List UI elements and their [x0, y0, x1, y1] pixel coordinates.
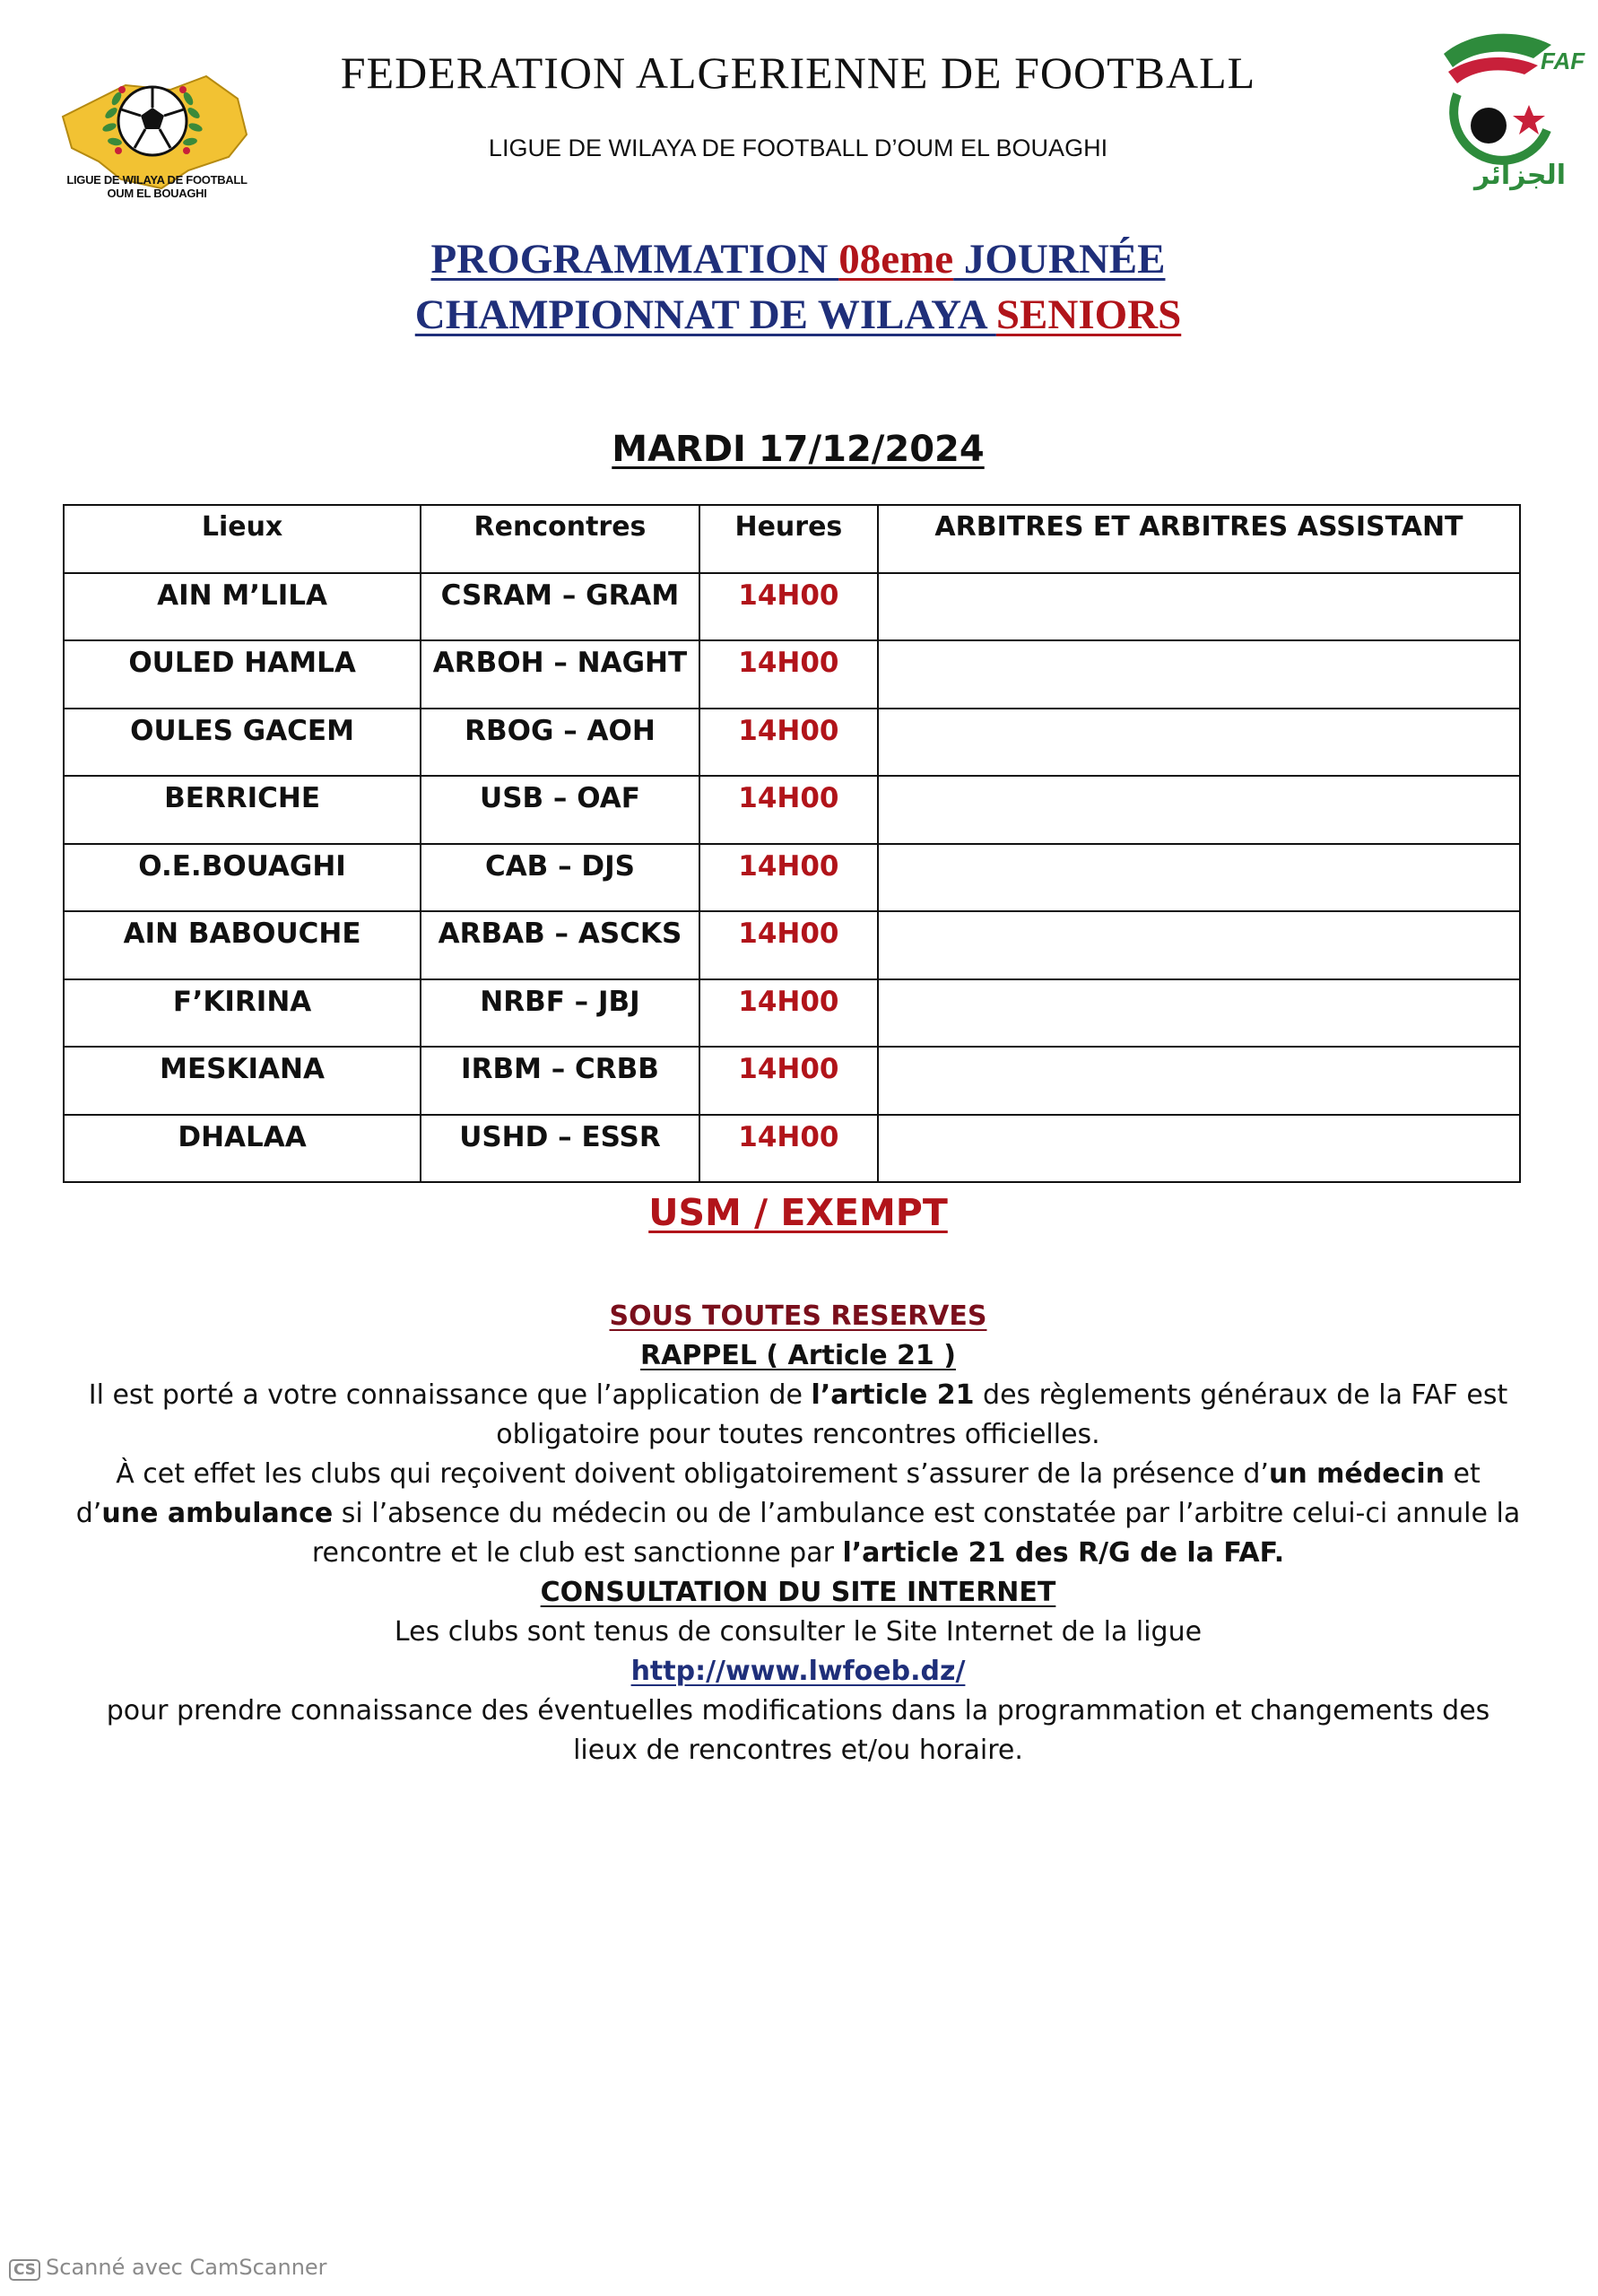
- cell-lieu: AIN BABOUCHE: [64, 911, 421, 979]
- table-header-row: [64, 505, 1520, 573]
- cell-heure: 14H00: [699, 1047, 878, 1115]
- consult-paragraph: Les clubs sont tenus de consulter le Site Internet de la ligue: [394, 1616, 1203, 1648]
- camscanner-text: Scanné avec CamScanner: [46, 2255, 327, 2280]
- title-category: SENIORS: [995, 291, 1182, 338]
- reserves-heading: SOUS TOUTES RESERVES: [609, 1300, 987, 1332]
- table-row: [64, 979, 1520, 1048]
- cell-arbitres: [878, 640, 1520, 709]
- cell-lieu: DHALAA: [64, 1115, 421, 1183]
- ligue-subtitle: LIGUE DE WILAYA DE FOOTBALL D’OUM EL BOUAGHI: [488, 135, 1108, 161]
- cell-rencontre: NRBF – JBJ: [421, 979, 699, 1048]
- cell-heure: 14H00: [699, 573, 878, 641]
- schedule-table: [63, 504, 1521, 1183]
- title-journee-number: 08eme: [838, 236, 954, 283]
- rappel-paragraph-2: [72, 1455, 1524, 1573]
- p2-ambulance: une ambulance: [101, 1498, 334, 1529]
- notes-section: [72, 1297, 1524, 1770]
- ligue-logo-line1: LIGUE DE WILAYA DE FOOTBALL: [66, 173, 248, 187]
- cell-arbitres: [878, 979, 1520, 1048]
- p2-text: À cet effet les clubs qui reçoivent doivent obligatoirement s’assurer de la présence d’: [116, 1458, 1269, 1490]
- cell-lieu: OULED HAMLA: [64, 640, 421, 709]
- p2-article: l’article 21 des R/G de la FAF.: [842, 1537, 1285, 1569]
- consultation-heading: CONSULTATION DU SITE INTERNET: [540, 1577, 1056, 1608]
- cell-lieu: F’KIRINA: [64, 979, 421, 1048]
- cell-rencontre: USHD – ESSR: [421, 1115, 699, 1183]
- header-arbitres: ARBITRES ET ARBITRES ASSISTANT: [878, 505, 1520, 573]
- faf-logo-mark: FAF: [1541, 48, 1585, 74]
- title-line1-part3: JOURNÉE: [953, 236, 1166, 283]
- cell-rencontre: IRBM – CRBB: [421, 1047, 699, 1115]
- exempt-notice: USM / EXEMPT: [648, 1191, 948, 1234]
- table-row: [64, 844, 1520, 912]
- cell-rencontre: ARBOH – NAGHT: [421, 640, 699, 709]
- cell-heure: 14H00: [699, 776, 878, 844]
- camscanner-icon: CS: [9, 2259, 40, 2281]
- p2-medecin: un médecin: [1268, 1458, 1445, 1490]
- ligue-logo-caption: [27, 173, 287, 200]
- cell-arbitres: [878, 776, 1520, 844]
- p2-and: et d’: [75, 1458, 1481, 1529]
- header-rencontres: Rencontres: [421, 505, 699, 573]
- title-line2-part1: CHAMPIONNAT DE WILAYA: [414, 291, 996, 338]
- faf-logo: [1426, 22, 1596, 193]
- camscanner-watermark: [9, 2255, 327, 2281]
- table-row: [64, 911, 1520, 979]
- rappel-paragraph-1: [72, 1376, 1524, 1455]
- table-row: [64, 1047, 1520, 1115]
- p2-text-mid: si l’absence du médecin ou de l’ambulance est constatée par l’arbitre celui-ci annule la rencontre et le club est sanctionne par: [311, 1498, 1521, 1569]
- cell-arbitres: [878, 1115, 1520, 1183]
- p1-article: l’article 21: [811, 1379, 975, 1411]
- p1-text-end: des règlements généraux de la FAF est obligatoire pour toutes rencontres officielles.: [496, 1379, 1508, 1450]
- cell-lieu: BERRICHE: [64, 776, 421, 844]
- header-lieux: Lieux: [64, 505, 421, 573]
- table-row: [64, 776, 1520, 844]
- header-heures: Heures: [699, 505, 878, 573]
- match-date: MARDI 17/12/2024: [612, 429, 985, 470]
- cell-arbitres: [878, 709, 1520, 777]
- cell-lieu: MESKIANA: [64, 1047, 421, 1115]
- p1-text: Il est porté a votre connaissance que l’application de: [88, 1379, 812, 1411]
- cell-arbitres: [878, 911, 1520, 979]
- ligue-logo-line2: OUM EL BOUAGHI: [107, 187, 207, 200]
- table-row: [64, 709, 1520, 777]
- faf-logo-arabic: الجزائر: [1473, 160, 1567, 191]
- cell-rencontre: ARBAB – ASCKS: [421, 911, 699, 979]
- rappel-heading: RAPPEL ( Article 21 ): [640, 1340, 956, 1371]
- table-row: [64, 1115, 1520, 1183]
- cell-heure: 14H00: [699, 911, 878, 979]
- programmation-title: [269, 231, 1327, 343]
- cell-heure: 14H00: [699, 709, 878, 777]
- cell-lieu: O.E.BOUAGHI: [64, 844, 421, 912]
- table-row: [64, 573, 1520, 641]
- cell-heure: 14H00: [699, 640, 878, 709]
- modifications-paragraph: pour prendre connaissance des éventuelles modifications dans la programmation et changements des lieux de rencontres et/ou horaire.: [106, 1695, 1490, 1766]
- title-line1-part1: PROGRAMMATION: [430, 236, 839, 283]
- cell-heure: 14H00: [699, 1115, 878, 1183]
- cell-rencontre: CAB – DJS: [421, 844, 699, 912]
- cell-arbitres: [878, 844, 1520, 912]
- cell-rencontre: USB – OAF: [421, 776, 699, 844]
- cell-heure: 14H00: [699, 844, 878, 912]
- federation-title: FEDERATION ALGERIENNE DE FOOTBALL: [340, 48, 1256, 98]
- cell-heure: 14H00: [699, 979, 878, 1048]
- ligue-website-link[interactable]: http://www.lwfoeb.dz/: [630, 1656, 966, 1687]
- cell-arbitres: [878, 573, 1520, 641]
- cell-rencontre: RBOG – AOH: [421, 709, 699, 777]
- cell-lieu: AIN M’LILA: [64, 573, 421, 641]
- table-row: [64, 640, 1520, 709]
- cell-rencontre: CSRAM – GRAM: [421, 573, 699, 641]
- cell-arbitres: [878, 1047, 1520, 1115]
- cell-lieu: OULES GACEM: [64, 709, 421, 777]
